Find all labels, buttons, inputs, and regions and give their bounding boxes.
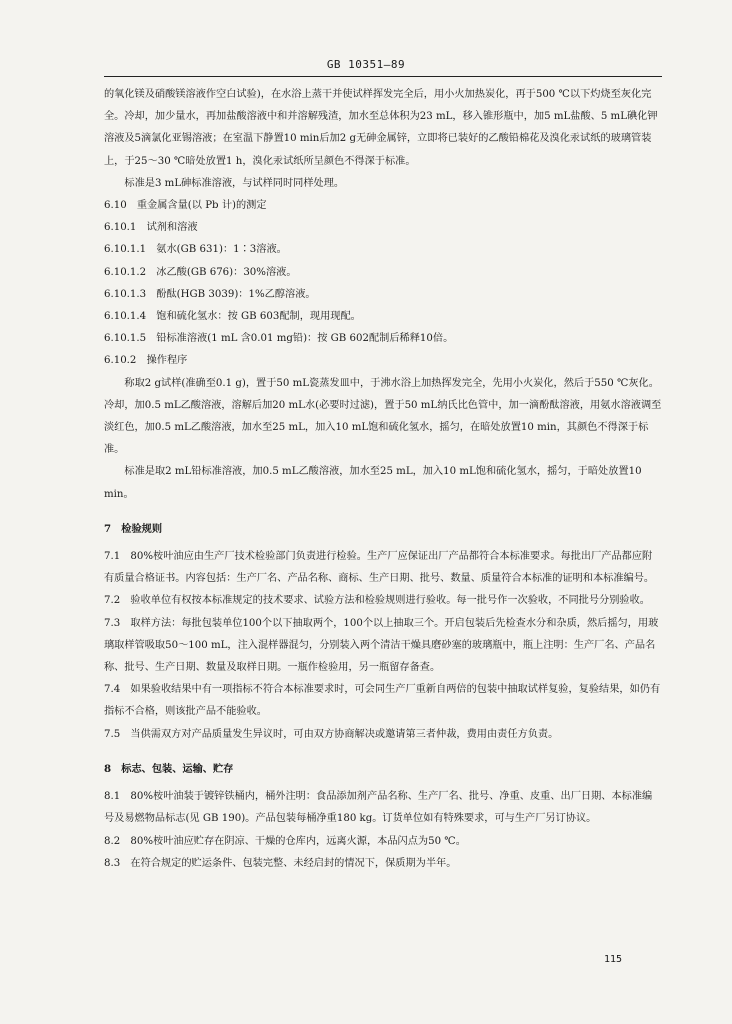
section-7-3: 7.3 取样方法：每批包装单位100个以下抽取两个，100个以上抽取三个。开启包装后先检查水分和杂质，然后摇匀，用玻璃取样管吸取50～100 mL，注入混样器混匀，分别装入两个清洁干燥具磨砂塞的玻璃瓶中，瓶上注明：生产厂名、产品名称、批号、生产日期、数量及取样日期。一瓶作检验用，另一瓶留存备查。: [104, 617, 659, 674]
section-7-1: 7.1 80%桉叶油应由生产厂技术检验部门负责进行检验。生产厂应保证出厂产品都符合本标准要求。每批出厂产品都应附有质量合格证书。内容包括：生产厂名、产品名称、商标、生产日期、批号、数量、质量符合本标准的证明和本标准编号。: [104, 551, 655, 585]
section-8-2: 8.2 80%桉叶油应贮存在阴凉、干燥的仓库内，远离火源，本品闪点为50 ℃。: [104, 835, 466, 847]
section-7-2: 7.2 验收单位有权按本标准规定的技术要求、试验方法和检验规则进行验收。每一批号作一次验收，不同批号分别验收。: [104, 595, 650, 607]
page-number: 115: [604, 954, 623, 965]
section-6-10-2-heading: 6.10.2 操作程序: [104, 355, 188, 367]
section-6-10-1-2: 6.10.1.2 冰乙酸(GB 676)：30%溶液。: [104, 266, 297, 278]
section-7-4: 7.4 如果验收结果中有一项指标不符合本标准要求时，可会同生产厂重新自两倍的包装中抽取试样复验，复验结果，如仍有指标不合格，则该批产品不能验收。: [104, 684, 661, 718]
section-7-5: 7.5 当供需双方对产品质量发生异议时，可由双方协商解决或邀请第三者仲裁，费用由责任方负责。: [104, 728, 559, 740]
spacer: [104, 506, 662, 518]
spacer: [104, 746, 662, 758]
paragraph-arsenic-standard: 标准是3 mL砷标准溶液，与试样同时同样处理。: [124, 177, 345, 189]
section-6-10-1-3: 6.10.1.3 酚酞(HGB 3039)：1%乙醇溶液。: [104, 288, 316, 300]
section-8-3: 8.3 在符合规定的贮运条件、包装完整、未经启封的情况下，保质期为半年。: [104, 857, 457, 869]
paragraph-lead-procedure: 称取2 g试样(准确至0.1 g)，置于50 mL瓷蒸发皿中，于沸水浴上加热挥发完全，先用小火炭化，然后于550 ℃灰化。冷却，加0.5 mL乙酸溶液，溶解后加20 mL水(必要时过滤)，置于50 mL纳氏比色管中，加一滴酚酞溶液，用氨水溶液调至淡红色，加0.5 mL乙酸溶液，加水至25 mL，加入10 mL饱和硫化氢水，摇匀，在暗处放置10 min，其颜色不得深于标准。: [104, 377, 662, 456]
section-7-heading: 7 检验规则: [104, 522, 163, 535]
paragraph-arsenic-procedure: 的氧化镁及硝酸镁溶液作空白试验)，在水浴上蒸干并使试样挥发完全后，用小火加热炭化，再于500 ℃以下灼烧至灰化完全。冷却，加少量水，再加盐酸溶液中和并溶解残渣，加水至总体积为23 mL，移入锥形瓶中，加5 mL盐酸、5 mL碘化钾溶液及5滴氯化亚锡溶液；在室温下静置10 min后加2 g无砷金属锌，立即将已装好的乙酸铅棉花及溴化汞试纸的玻璃管装上，于25～30 ℃暗处放置1 h，溴化汞试纸所呈颜色不得深于标准。: [104, 89, 658, 167]
section-6-10-heading: 6.10 重金属含量(以 Pb 计)的测定: [104, 200, 267, 212]
section-6-10-1-1: 6.10.1.1 氨水(GB 631)：1∶3溶液。: [104, 244, 287, 256]
header-rule: [104, 76, 662, 77]
section-6-10-1-heading: 6.10.1 试剂和溶液: [104, 222, 198, 234]
body-text: [104, 84, 662, 875]
section-6-10-1-5: 6.10.1.5 铅标准溶液(1 mL 含0.01 mg铅)：按 GB 602配制后稀释10倍。: [104, 333, 454, 345]
section-8-heading: 8 标志、包装、运输、贮存: [104, 762, 234, 775]
section-8-1: 8.1 80%桉叶油装于镀锌铁桶内，桶外注明：食品添加剂产品名称、生产厂名、批号、净重、皮重、出厂日期、本标准编号及易燃物品标志(见 GB 190)。产品包装每桶净重180 kg。订货单位如有特殊要求，可与生产厂另订协议。: [104, 791, 653, 825]
paragraph-lead-standard: 标准是取2 mL铅标准溶液，加0.5 mL乙酸溶液，加水至25 mL，加入10 mL饱和硫化氢水，摇匀，于暗处放置10 min。: [104, 466, 642, 500]
standard-number-header: GB 10351—89: [326, 58, 406, 71]
section-6-10-1-4: 6.10.1.4 饱和硫化氢水：按 GB 603配制，现用现配。: [104, 311, 361, 323]
